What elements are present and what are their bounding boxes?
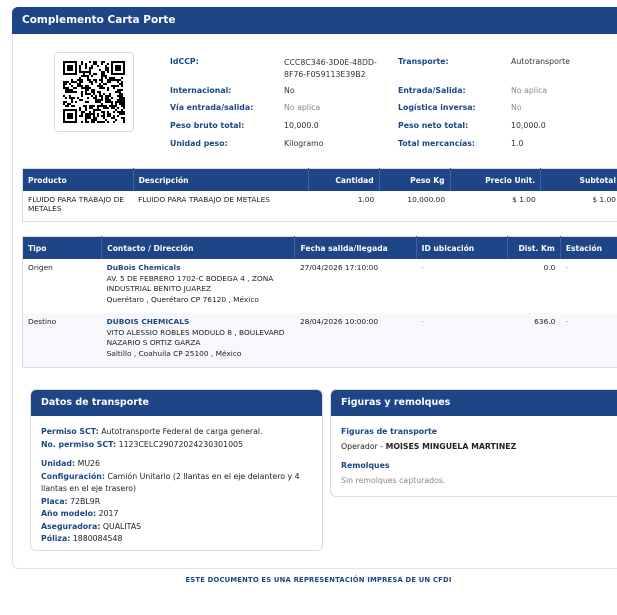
permiso-value: Autotransporte Federal de carga general. [101,427,263,436]
unidad-label: Unidad: [41,459,76,468]
address-line: VITO ALESSIO ROBLES MODULO 8 , BOULEVARD [106,327,285,337]
precio-cell: $ 1.00 [512,195,536,204]
fecha-cell: 28/04/2026 10:00:00 [299,317,379,326]
transporte-label: Transporte: [398,57,449,66]
estacion-cell: - [565,317,569,326]
entrada-salida-label: Entrada/Salida: [398,86,466,95]
address-line: INDUSTRIAL BENITO JUAREZ [106,284,212,293]
operador-value: MOISES MINGUELA MARTINEZ [385,441,517,451]
footer-note: ESTE DOCUMENTO ES UNA REPRESENTACIÓN IMPRESA DE UN CFDI [185,576,452,584]
table-row [23,313,617,368]
peso-bruto-value: 10,000.0 [284,121,319,130]
total-mercancias-value: 1.0 [511,139,524,148]
unidad-peso-label: Unidad peso: [170,139,228,148]
fecha-cell: 27/04/2026 17:10:00 [299,263,379,272]
col-cantidad: Cantidad [308,169,379,192]
operador-label: Operador - [341,441,386,451]
address-line: Querétaro , Querétaro CP 76120 , México [106,294,259,304]
address-line: Saltillo , Coahuila CP 25100 , México [106,348,242,358]
configuracion-value: Camión Unitario (2 llantas en el eje delantero y 4 [107,471,300,481]
configuracion-value-cont: llantas en el eje trasero) [41,484,137,493]
col-descripcion: Descripción [133,169,308,192]
poliza-value: 1880084548 [72,534,123,543]
idccp-label: IdCCP: [170,57,199,66]
unidad-value: MU26 [77,459,100,468]
no-permiso-value: 1123CELC29072024230301005 [118,439,243,449]
idccp-value: CCC8C346-3D0E-48DD-8F76-F059113E39B2 [284,58,377,79]
qr-code-image [63,61,125,123]
id-ubicacion-cell: - [421,263,424,272]
address-line: AV. 5 DE FEBRERO 1702-C BODEGA 4 , ZONA [106,273,274,283]
entrada-salida-value: No aplica [511,86,548,95]
col-dist: Dist. Km [507,237,560,260]
panel-title: Complemento Carta Porte [22,14,176,26]
logistica-value: No [511,103,522,112]
aseguradora-label: Aseguradora: [41,521,101,531]
placa-label: Placa: [41,496,68,506]
permiso-label: Permiso SCT: [41,427,99,436]
transport-card [30,389,323,551]
poliza-label: Póliza: [41,534,71,543]
locations-header-row [23,237,617,260]
id-ubicacion-cell: - [421,317,424,326]
panel-header [12,7,617,34]
producto-cell: FLUIDO PARA TRABAJO DE METALES [28,195,124,213]
via-value: No aplica [284,103,321,112]
placa-value: 72BL9R [70,496,101,506]
tipo-cell: Destino [28,317,57,326]
col-producto: Producto [23,169,134,192]
col-contacto: Contacto / Dirección [102,237,295,260]
internacional-label: Internacional: [170,86,232,95]
table-row [23,259,617,313]
transporte-value: Autotransporte [511,57,570,66]
no-permiso-label: No. permiso SCT: [41,439,117,449]
figuras-title: Figuras de transporte [341,427,437,436]
internacional-value: No [284,86,295,95]
qr-code [54,52,134,132]
col-subtotal: Subtotal [541,169,617,192]
via-label: Vía entrada/salida: [170,103,254,112]
cantidad-cell: 1.00 [357,195,375,204]
table-row [23,191,617,222]
peso-cell: 10,000.00 [407,195,446,204]
col-precio: Precio Unit. [450,169,541,192]
unidad-peso-value: Kilogramo [284,139,324,148]
remolques-value: Sin remolques capturados. [341,475,446,485]
col-peso: Peso Kg [379,169,450,192]
subtotal-cell: $ 1.00 [592,195,616,204]
aseguradora-value: QUALITAS [102,521,142,531]
anio-value: 2017 [98,509,119,518]
estacion-cell: - [565,263,569,272]
figuras-card-title: Figuras y remolques [331,390,617,416]
figuras-card [330,389,617,497]
transport-card-title: Datos de transporte [31,390,322,416]
col-estacion: Estación [560,237,617,260]
total-mercancias-label: Total mercancías: [398,139,476,148]
col-fecha: Fecha salida/llegada [295,237,416,260]
products-table [22,168,617,222]
dist-cell: 0.0 [543,263,556,272]
contact-name: DuBois Chemicals [106,263,181,272]
dist-cell: 636.0 [534,317,556,326]
logistica-label: Logística inversa: [398,103,476,112]
peso-bruto-label: Peso bruto total: [170,121,245,130]
tipo-cell: Origen [28,263,53,272]
contact-name: DUBOIS CHEMICALS [106,317,190,326]
address-line: NAZARIO S ORTIZ GARZA [106,338,201,347]
col-id-ubicacion: ID ubicación [416,237,507,260]
remolques-title: Remolques [341,461,390,470]
products-header-row [23,169,617,192]
col-tipo: Tipo [23,237,102,260]
peso-neto-label: Peso neto total: [398,121,469,130]
locations-table [22,236,617,368]
peso-neto-value: 10,000.0 [511,121,546,130]
anio-label: Año modelo: [41,509,97,518]
descripcion-cell: FLUIDO PARA TRABAJO DE METALES [138,195,270,204]
configuracion-label: Configuración: [41,471,105,481]
